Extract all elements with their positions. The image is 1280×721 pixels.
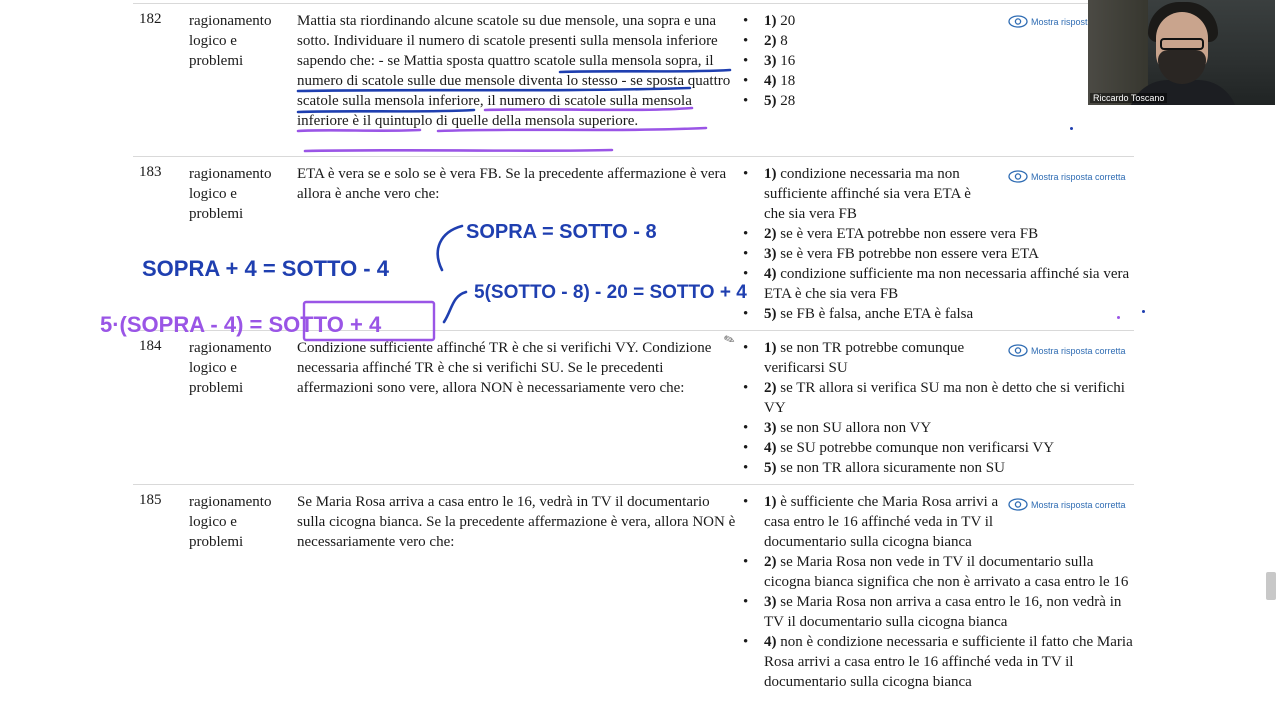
table-row: [133, 484, 1134, 721]
ink-dot: [1070, 127, 1073, 130]
ink-dot: [1142, 310, 1145, 313]
answer-option: • 4) 18: [743, 71, 1133, 91]
answer-option: • 1) se non TR potrebbe comunque verificarsi SU: [743, 338, 1133, 378]
answer-option: • 5) se non TR allora sicuramente non SU: [743, 458, 1133, 478]
answer-list: [743, 492, 1133, 692]
question-category: ragionamento logico e problemi: [189, 494, 272, 550]
show-answer-link[interactable]: Mostra risposta corretta: [1008, 344, 1126, 357]
video-background: [1088, 0, 1148, 105]
question-text: Se Maria Rosa arriva a casa entro le 16, vedrà in TV il documentario sulla cicogna bianca. Se la precedente affermazione è vera, allora NON è necessariamente vero che:: [297, 494, 736, 550]
pencil-cursor-icon: ✎: [721, 330, 737, 349]
equation-substitution: 5(SOTTO - 8) - 20 = SOTTO + 4: [474, 282, 747, 303]
table-row: [133, 156, 1134, 329]
answer-list: [743, 338, 1133, 478]
question-category: ragionamento logico e problemi: [189, 340, 272, 396]
question-category: ragionamento logico e problemi: [189, 166, 272, 222]
question-text: ETA è vera se e solo se è vera FB. Se la precedente affermazione è vera allora è anche vero che:: [297, 166, 727, 202]
equation-quintuplo: 5·(SOPRA - 4) = SOTTO + 4: [100, 312, 382, 337]
answer-option: • 4) non è condizione necessaria e sufficiente il fatto che Maria Rosa arrivi a casa entro le 16 affinché veda in TV il documentario sulla cicogna bianca: [743, 632, 1133, 692]
eye-icon: [1008, 15, 1028, 28]
table-row: [133, 330, 1134, 484]
participant-name: Riccardo Toscano: [1090, 93, 1167, 103]
answer-option: • 3) se Maria Rosa non arriva a casa entro le 16, non vedrà in TV il documentario sulla cicogna bianca: [743, 592, 1133, 632]
answer-option: • 5) se FB è falsa, anche ETA è falsa: [743, 304, 1133, 324]
question-text: Mattia sta riordinando alcune scatole su due mensole, una sopra e una sotto. Individuare il numero di scatole presenti sulla mensola inferiore sapendo che: - se Mattia sposta quattro scatole sulla mensola sopra, il numero di scatole sulle due mensole diventa lo stesso - se sposta quattro scatole sulla mensola inferiore, il numero di scatole sulla mensola inferiore è il quintuplo di quelle della mensola superiore.: [297, 13, 731, 129]
show-answer-link[interactable]: Mostra rispost: [1008, 15, 1088, 28]
answer-option: • 4) condizione sufficiente ma non necessaria affinché sia vera ETA è che sia vera FB: [743, 264, 1133, 304]
ink-dot: [1117, 316, 1120, 319]
answer-option: • 1) è sufficiente che Maria Rosa arrivi a casa entro le 16 affinché veda in TV il documentario sulla cicogna bianca: [743, 492, 1133, 552]
answer-option: • 1) condizione necessaria ma non sufficiente affinché sia vera ETA è che sia vera FB: [743, 164, 1133, 224]
equation-sopra-sotto: SOPRA + 4 = SOTTO - 4: [142, 256, 389, 281]
show-answer-link[interactable]: Mostra risposta corretta: [1008, 170, 1126, 183]
scrollbar-thumb[interactable]: [1266, 572, 1276, 600]
answer-list: [743, 164, 1133, 324]
eye-icon: [1008, 170, 1028, 183]
participant-video-tile[interactable]: [1088, 0, 1275, 105]
equation-sopra-isolated: SOPRA = SOTTO - 8: [466, 221, 657, 243]
question-number: 182: [139, 11, 162, 27]
answer-option: • 2) se è vera ETA potrebbe non essere vera FB: [743, 224, 1133, 244]
question-text: Condizione sufficiente affinché TR è che si verifichi VY. Condizione necessaria affinché TR è che si verifichi SU. Se le precedenti affermazioni sono vere, allora NON è necessariamente vero che:: [297, 340, 712, 396]
answer-option: • 2) se TR allora si verifica SU ma non è detto che si verifichi VY: [743, 378, 1133, 418]
question-number: 183: [139, 164, 162, 180]
question-category: ragionamento logico e problemi: [189, 13, 272, 69]
eye-icon: [1008, 498, 1028, 511]
answer-option: • 3) se è vera FB potrebbe non essere vera ETA: [743, 244, 1133, 264]
table-row: [133, 3, 1134, 156]
answer-option: • 5) 28: [743, 91, 1133, 111]
question-number: 184: [139, 338, 162, 354]
answer-option: • 4) se SU potrebbe comunque non verificarsi VY: [743, 438, 1133, 458]
answer-option: • 3) se non SU allora non VY: [743, 418, 1133, 438]
show-answer-link[interactable]: Mostra risposta corretta: [1008, 498, 1126, 511]
eye-icon: [1008, 344, 1028, 357]
answer-option: • 3) 16: [743, 51, 1133, 71]
answer-option: • 2) 8: [743, 31, 1133, 51]
question-number: 185: [139, 492, 162, 508]
answer-option: • 2) se Maria Rosa non vede in TV il documentario sulla cicogna bianca significa che non è arrivato a casa entro le 16: [743, 552, 1133, 592]
answer-option: • 1) 20: [743, 11, 1133, 31]
